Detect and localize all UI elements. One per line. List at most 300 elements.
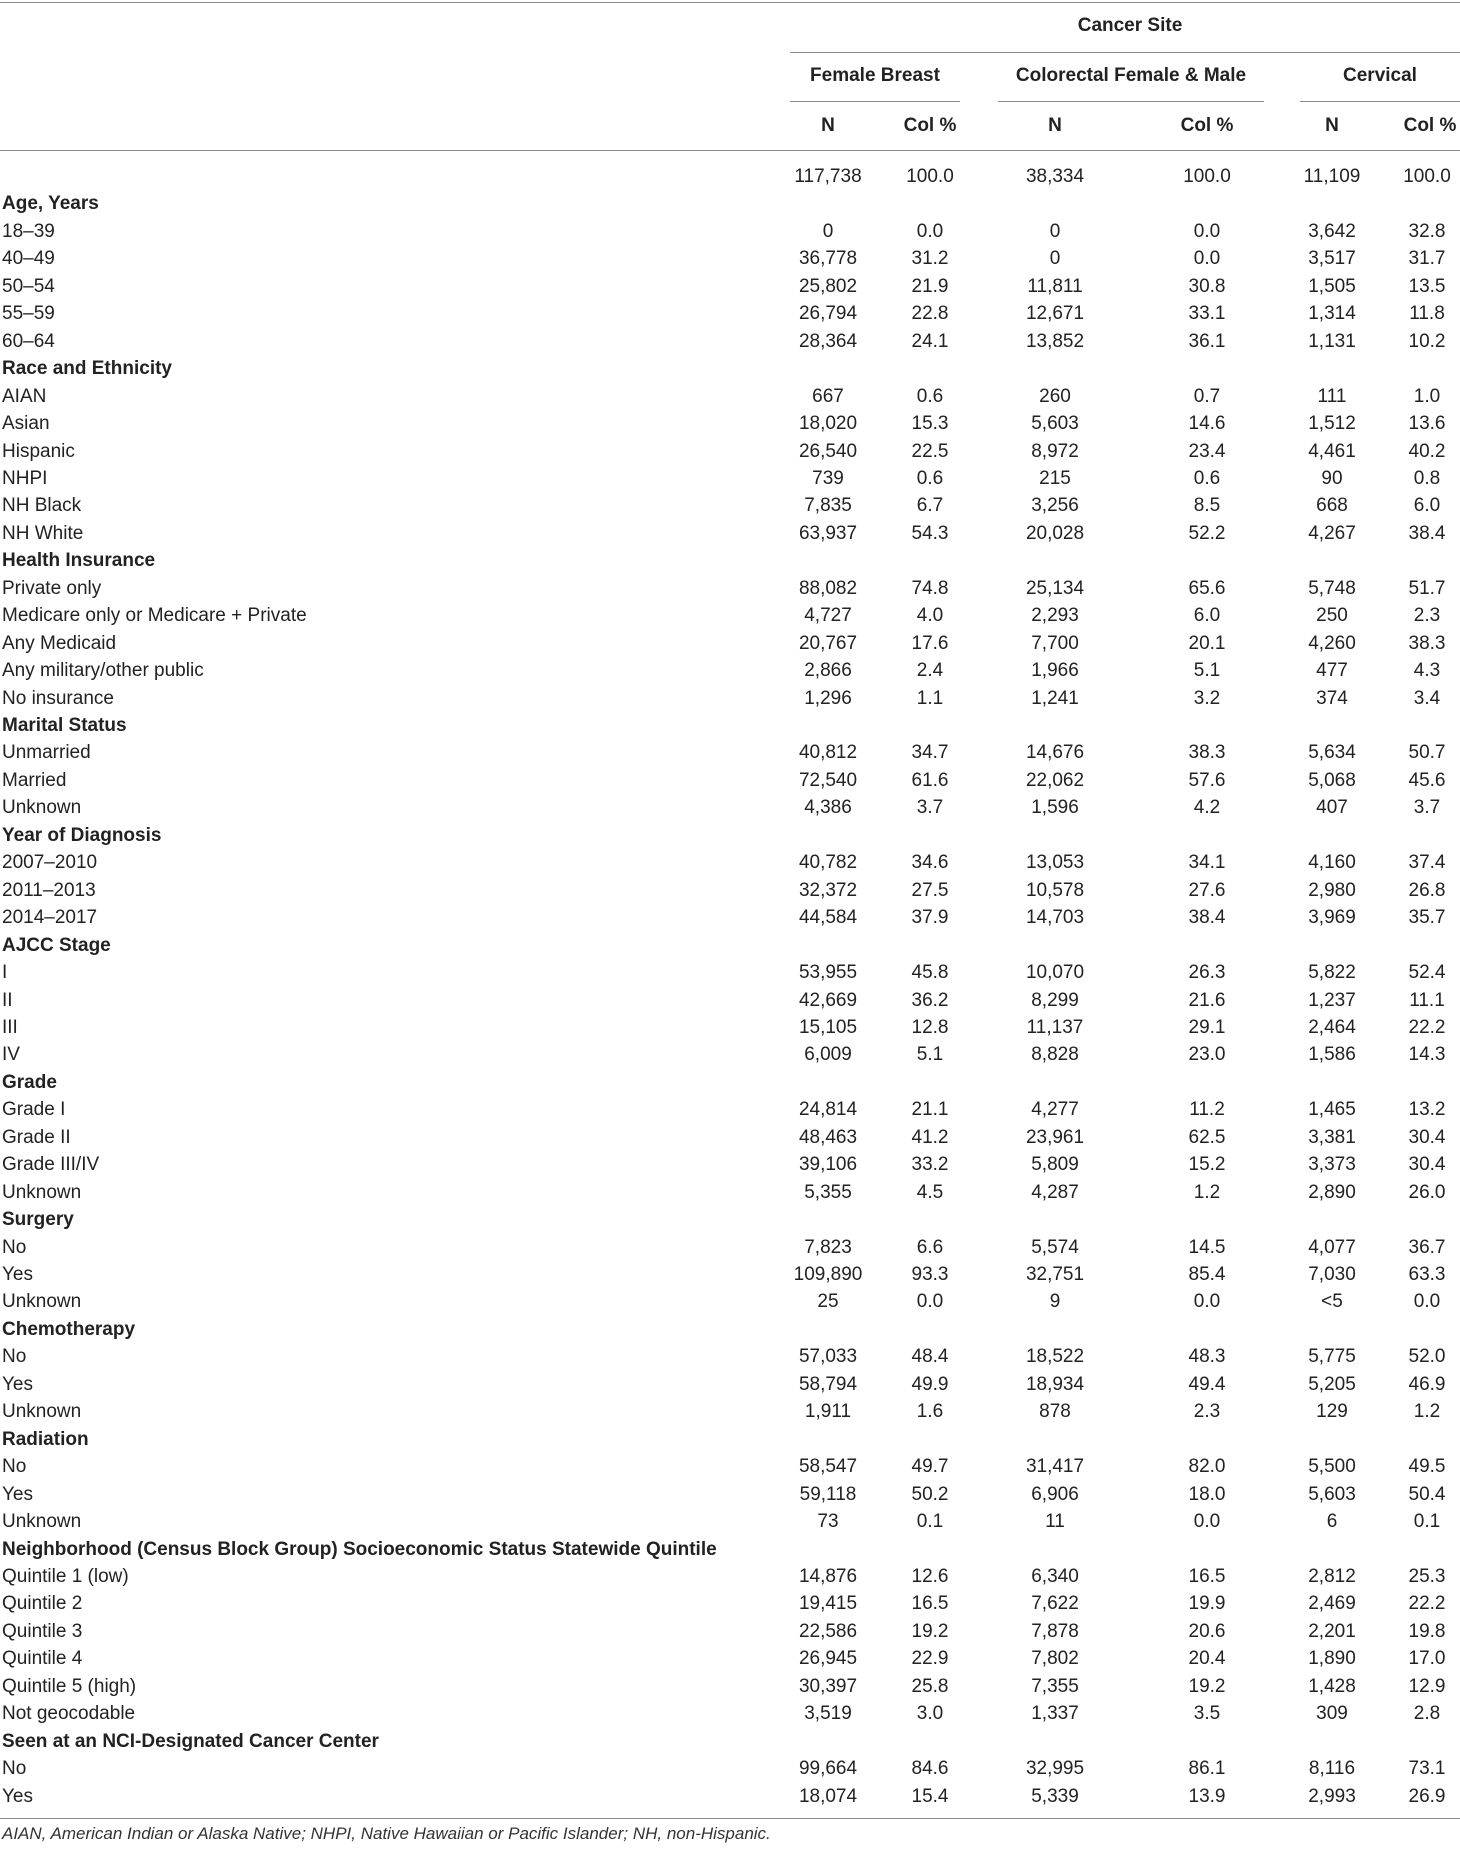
table-cell: 17.0 <box>1408 1648 1446 1670</box>
table-cell: 31.7 <box>1408 248 1446 270</box>
table-cell: 49.7 <box>911 1456 949 1478</box>
table-cell: 19,415 <box>798 1593 858 1615</box>
table-cell: 2,201 <box>1308 1620 1356 1642</box>
table-cell: 3.7 <box>1413 797 1441 819</box>
table-cell: 38.4 <box>1188 907 1226 929</box>
subcol-header-colorectal-n: N <box>1048 115 1062 136</box>
table-cell: 4,160 <box>1308 852 1356 874</box>
table-cell: 20,767 <box>798 632 858 654</box>
table-cell: 21.1 <box>911 1099 949 1121</box>
row-label: Asian <box>2 413 50 435</box>
section-header: Surgery <box>2 1209 74 1231</box>
table-cell: 3,517 <box>1308 248 1356 270</box>
table-cell: 86.1 <box>1188 1758 1226 1780</box>
table-cell: 31,417 <box>1025 1456 1085 1478</box>
section-header: Seen at an NCI-Designated Cancer Center <box>2 1730 379 1752</box>
table-cell: 0.0 <box>916 220 944 242</box>
row-label: Private only <box>2 577 102 599</box>
table-cell: 1,428 <box>1308 1675 1356 1697</box>
table-cell: 1,586 <box>1308 1044 1356 1066</box>
table-cell: 34.1 <box>1188 852 1226 874</box>
row-label: Grade III/IV <box>2 1154 100 1176</box>
row-label: 55–59 <box>2 303 55 325</box>
group-header-female-breast: Female Breast <box>810 65 940 86</box>
table-cell: 5,339 <box>1031 1785 1079 1807</box>
table-cell: 5,603 <box>1308 1483 1356 1505</box>
table-cell: 1,241 <box>1031 687 1079 709</box>
table-cell: 2,469 <box>1308 1593 1356 1615</box>
table-cell: 3,969 <box>1308 907 1356 929</box>
table-cell: 1,911 <box>804 1401 852 1423</box>
table-cell: 9 <box>1049 1291 1061 1313</box>
table-cell: 25,802 <box>798 275 858 297</box>
row-label: Hispanic <box>2 440 75 462</box>
table-cell: 100.0 <box>906 166 954 187</box>
table-cell: 1,314 <box>1308 303 1356 325</box>
table-cell: 57,033 <box>798 1346 858 1368</box>
row-label: 18–39 <box>2 220 55 242</box>
table-cell: 19.2 <box>911 1620 949 1642</box>
table-cell: 13.9 <box>1188 1785 1226 1807</box>
table-cell: 49.5 <box>1408 1456 1446 1478</box>
table-cell: 24,814 <box>798 1099 858 1121</box>
row-label: 2011–2013 <box>2 879 96 901</box>
table-cell: 48.3 <box>1188 1346 1226 1368</box>
table-cell: 1,966 <box>1031 660 1079 682</box>
group-underline-cervical <box>1300 101 1460 102</box>
table-cell: 8,828 <box>1031 1044 1079 1066</box>
row-label: 2007–2010 <box>2 852 98 874</box>
table-cell: 85.4 <box>1188 1264 1226 1285</box>
table-cell: 31.2 <box>911 248 949 270</box>
table-cell: 3,256 <box>1031 495 1079 517</box>
table-cell: 4,277 <box>1031 1099 1079 1121</box>
table-cell: 8,972 <box>1031 440 1079 462</box>
table-cell: 0.0 <box>916 1291 944 1313</box>
table-cell: 3,373 <box>1308 1154 1356 1176</box>
table-cell: 100.0 <box>1403 166 1451 187</box>
section-header: Neighborhood (Census Block Group) Socioeconomic Status Statewide Quintile <box>2 1538 717 1560</box>
table-cell: 20,028 <box>1025 522 1085 544</box>
row-label: Quintile 5 (high) <box>2 1675 137 1697</box>
table-cell: <5 <box>1321 1291 1343 1313</box>
section-header: Marital Status <box>2 715 127 736</box>
table-cell: 6.0 <box>1193 605 1221 627</box>
table-cell: 30,397 <box>798 1675 858 1697</box>
row-label: Unknown <box>2 1291 82 1313</box>
table-cell: 22.5 <box>911 440 949 462</box>
table-cell: 2.3 <box>1193 1401 1221 1423</box>
table-cell: 14,876 <box>798 1565 858 1587</box>
table-cell: 5,068 <box>1308 769 1356 791</box>
table-cell: 21.9 <box>911 275 949 297</box>
section-header: Race and Ethnicity <box>2 358 172 380</box>
table-cell: 4,267 <box>1308 522 1356 544</box>
table-cell: 2,866 <box>804 660 852 682</box>
table-cell: 26.3 <box>1188 962 1226 984</box>
row-label: Unknown <box>2 1181 82 1203</box>
row-label: No insurance <box>2 687 114 709</box>
table-cell: 3.5 <box>1193 1703 1221 1725</box>
table-cell: 18,020 <box>798 413 858 435</box>
row-label: III <box>2 1016 18 1038</box>
table-cell: 5,634 <box>1308 742 1356 764</box>
table-cell: 4,077 <box>1308 1236 1356 1258</box>
table-cell: 14.6 <box>1188 413 1226 435</box>
top-rule <box>0 2 1460 3</box>
table-cell: 1.2 <box>1413 1401 1441 1423</box>
row-label: No <box>2 1758 27 1780</box>
table-cell: 12.6 <box>911 1565 949 1587</box>
table-cell: 5,748 <box>1308 577 1356 599</box>
table-cell: 26,794 <box>798 303 858 325</box>
table-cell: 11.1 <box>1409 989 1445 1011</box>
table-cell: 8.5 <box>1193 495 1221 517</box>
table-cell: 13,852 <box>1025 330 1085 352</box>
row-label: Grade I <box>2 1099 66 1121</box>
table-cell: 5,822 <box>1308 962 1356 984</box>
table-cell: 38.3 <box>1188 742 1226 764</box>
subcol-header-cervical-n: N <box>1325 115 1339 136</box>
table-cell: 1.1 <box>916 687 944 709</box>
table-cell: 50.2 <box>911 1483 949 1505</box>
row-label: 40–49 <box>2 248 55 270</box>
table-cell: 7,622 <box>1031 1593 1079 1615</box>
table-cell: 38.3 <box>1408 632 1446 654</box>
subcol-header-breast-n: N <box>821 115 835 136</box>
table-cell: 22,586 <box>798 1620 858 1642</box>
table-cell: 26,945 <box>798 1648 858 1670</box>
table-cell: 72,540 <box>798 769 858 791</box>
table-cell: 26.0 <box>1408 1181 1446 1203</box>
table-cell: 24.1 <box>911 330 949 352</box>
table-cell: 28,364 <box>798 330 858 352</box>
table-cell: 14,703 <box>1025 907 1085 929</box>
row-label: Married <box>2 769 67 791</box>
table-cell: 19.9 <box>1188 1593 1226 1615</box>
table-cell: 20.4 <box>1188 1648 1226 1670</box>
table-cell: 4.2 <box>1193 797 1221 819</box>
table-cell: 4,461 <box>1308 440 1356 462</box>
cancer-site-header: Cancer Site <box>1077 15 1183 36</box>
table-cell: 5.1 <box>916 1044 944 1066</box>
table-cell: 5,574 <box>1031 1236 1079 1258</box>
table-cell: 2.8 <box>1413 1703 1441 1725</box>
row-label: IV <box>2 1044 20 1066</box>
section-header: Radiation <box>2 1428 89 1450</box>
row-label: NH White <box>2 522 84 544</box>
table-cell: 3,642 <box>1308 220 1356 242</box>
table-cell: 6,340 <box>1031 1565 1079 1587</box>
table-cell: 41.2 <box>911 1126 949 1148</box>
subcol-header-colorectal-pct: Col % <box>1180 115 1234 136</box>
table-cell: 34.7 <box>911 742 949 764</box>
table-cell: 0.6 <box>916 467 944 489</box>
table-cell: 57.6 <box>1188 769 1226 791</box>
table-cell: 0.6 <box>1193 467 1221 489</box>
table-cell: 30.4 <box>1408 1126 1446 1148</box>
table-cell: 7,878 <box>1031 1620 1079 1642</box>
row-label: Unknown <box>2 1401 82 1423</box>
table-cell: 32,995 <box>1025 1758 1085 1780</box>
table-cell: 30.4 <box>1408 1154 1446 1176</box>
header-bottom-rule <box>0 150 1460 151</box>
table-cell: 11,137 <box>1026 1016 1084 1038</box>
table-cell: 2,890 <box>1308 1181 1356 1203</box>
table-cell: 4,260 <box>1308 632 1356 654</box>
table-cell: 88,082 <box>798 577 858 599</box>
table-cell: 7,835 <box>804 495 852 517</box>
table-cell: 4,386 <box>804 797 852 819</box>
table-cell: 0.0 <box>1193 1291 1221 1313</box>
table-cell: 99,664 <box>798 1758 858 1780</box>
table-cell: 33.1 <box>1188 303 1226 325</box>
table-cell: 52.2 <box>1188 522 1226 544</box>
row-label: AIAN <box>2 385 47 407</box>
table-cell: 2,293 <box>1031 605 1079 627</box>
subcol-header-cervical-pct: Col % <box>1403 115 1457 136</box>
table-cell: 8,116 <box>1308 1758 1356 1780</box>
row-label: 50–54 <box>2 275 55 297</box>
table-cell: 15,105 <box>798 1016 858 1038</box>
table-cell: 0.0 <box>1193 1511 1221 1533</box>
table-cell: 63.3 <box>1408 1264 1446 1285</box>
table-cell: 63,937 <box>798 522 858 544</box>
table-cell: 19.8 <box>1408 1620 1446 1642</box>
table-cell: 73 <box>817 1511 839 1533</box>
table-cell: 1,512 <box>1308 413 1356 435</box>
table-cell: 477 <box>1316 660 1348 682</box>
table-cell: 100.0 <box>1183 166 1231 187</box>
table-cell: 62.5 <box>1188 1126 1226 1148</box>
table-cell: 4.5 <box>916 1181 944 1203</box>
table-cell: 5,809 <box>1031 1154 1079 1176</box>
table-cell: 20.6 <box>1188 1620 1226 1642</box>
table-cell: 36,778 <box>798 248 858 270</box>
table-cell: 22.2 <box>1408 1016 1446 1038</box>
table-cell: 50.7 <box>1408 742 1446 764</box>
table-cell: 3.2 <box>1193 687 1221 709</box>
table-cell: 36.7 <box>1408 1236 1446 1258</box>
table-cell: 58,794 <box>798 1373 858 1395</box>
table-cell: 52.4 <box>1408 962 1446 984</box>
table-cell: 25.8 <box>911 1675 949 1697</box>
table-cell: 22.8 <box>911 303 949 325</box>
table-cell: 14.3 <box>1408 1044 1446 1066</box>
table-cell: 23.4 <box>1188 440 1226 462</box>
table-cell: 58,547 <box>798 1456 858 1478</box>
table-cell: 16.5 <box>1188 1565 1226 1587</box>
row-label: Any Medicaid <box>2 632 117 654</box>
table-cell: 12.8 <box>911 1016 949 1038</box>
table-cell: 6 <box>1326 1511 1338 1533</box>
table-cell: 40,812 <box>798 742 858 764</box>
section-header: Age, Years <box>2 193 99 215</box>
subcol-header-breast-pct: Col % <box>903 115 957 136</box>
row-label: No <box>2 1456 27 1478</box>
table-cell: 27.6 <box>1188 879 1226 901</box>
row-label: I <box>2 962 8 984</box>
table-cell: 35.7 <box>1408 907 1446 929</box>
table-cell: 84.6 <box>911 1758 949 1780</box>
table-cell: 2.3 <box>1413 605 1441 627</box>
table-cell: 11.2 <box>1189 1099 1225 1121</box>
table-cell: 1,237 <box>1308 989 1356 1011</box>
table-cell: 54.3 <box>911 522 949 544</box>
group-header-cervical: Cervical <box>1343 65 1417 86</box>
table-cell: 4,287 <box>1031 1181 1079 1203</box>
table-cell: 3.7 <box>916 797 944 819</box>
table-cell: 61.6 <box>911 769 949 791</box>
table-cell: 82.0 <box>1188 1456 1226 1478</box>
table-cell: 309 <box>1316 1703 1348 1725</box>
table-cell: 49.9 <box>911 1373 949 1395</box>
table-cell: 51.7 <box>1408 577 1446 599</box>
table-cell: 1.6 <box>916 1401 944 1423</box>
section-header: Grade <box>2 1071 57 1093</box>
table-cell: 18,074 <box>798 1785 858 1807</box>
table-cell: 3,519 <box>804 1703 852 1725</box>
table-cell: 11,109 <box>1303 166 1361 187</box>
table-cell: 14,676 <box>1025 742 1085 764</box>
table-cell: 6,906 <box>1031 1483 1079 1505</box>
table-cell: 16.5 <box>911 1593 949 1615</box>
table-cell: 1.0 <box>1413 385 1441 407</box>
table-cell: 45.6 <box>1408 769 1446 791</box>
table-cell: 13.2 <box>1408 1099 1446 1121</box>
group-underline-breast <box>790 101 960 102</box>
table-cell: 14.5 <box>1188 1236 1226 1258</box>
row-label: Unknown <box>2 797 82 819</box>
table-cell: 48.4 <box>911 1346 949 1368</box>
table-cell: 26.9 <box>1408 1785 1446 1807</box>
table-cell: 1.2 <box>1193 1181 1221 1203</box>
table-cell: 27.5 <box>911 879 949 901</box>
table-cell: 20.1 <box>1188 632 1226 654</box>
table-cell: 22,062 <box>1025 769 1085 791</box>
table-cell: 111 <box>1317 385 1347 407</box>
table-cell: 90 <box>1321 467 1343 489</box>
table-cell: 2.4 <box>916 660 944 682</box>
table-cell: 38,334 <box>1025 166 1085 187</box>
table-cell: 2,812 <box>1308 1565 1356 1587</box>
table-cell: 15.4 <box>911 1785 949 1807</box>
table-cell: 21.6 <box>1188 989 1226 1011</box>
table-cell: 1,337 <box>1031 1703 1079 1725</box>
table-cell: 18,522 <box>1025 1346 1085 1368</box>
row-label: Quintile 4 <box>2 1648 83 1670</box>
table-cell: 1,465 <box>1308 1099 1356 1121</box>
table-cell: 32.8 <box>1408 220 1446 242</box>
table-cell: 12.9 <box>1408 1675 1446 1697</box>
table-cell: 38.4 <box>1408 522 1446 544</box>
table-cell: 48,463 <box>798 1126 858 1148</box>
table-cell: 39,106 <box>798 1154 858 1176</box>
group-underline-colorectal <box>998 101 1264 102</box>
table-cell: 2,980 <box>1308 879 1356 901</box>
table-cell: 0.1 <box>1413 1511 1441 1533</box>
table-cell: 49.4 <box>1188 1373 1226 1395</box>
table-cell: 25 <box>817 1291 839 1313</box>
table-cell: 23.0 <box>1188 1044 1226 1066</box>
table-cell: 1,890 <box>1308 1648 1356 1670</box>
table-cell: 10,578 <box>1025 879 1085 901</box>
table-cell: 40,782 <box>798 852 858 874</box>
table-cell: 0.0 <box>1413 1291 1441 1313</box>
table-cell: 5,205 <box>1308 1373 1356 1395</box>
table-cell: 0.8 <box>1413 467 1441 489</box>
row-label: Yes <box>2 1264 33 1285</box>
table-cell: 3.0 <box>916 1703 944 1725</box>
table-cell: 53,955 <box>798 962 858 984</box>
table-cell: 667 <box>812 385 844 407</box>
table-cell: 73.1 <box>1408 1758 1446 1780</box>
row-label: Medicare only or Medicare + Private <box>2 605 307 627</box>
table-cell: 4.0 <box>916 605 944 627</box>
table-cell: 93.3 <box>911 1264 949 1285</box>
group-header-colorectal: Colorectal Female & Male <box>1015 65 1247 86</box>
table-cell: 40.2 <box>1408 440 1446 462</box>
row-label: Any military/other public <box>2 660 204 682</box>
table-cell: 50.4 <box>1408 1483 1446 1505</box>
cancer-site-underline <box>790 52 1460 53</box>
table-cell: 3.4 <box>1413 687 1441 709</box>
table-cell: 18.0 <box>1188 1483 1226 1505</box>
table-cell: 0.0 <box>1193 248 1221 270</box>
table-bottom-rule <box>0 1818 1460 1819</box>
row-label: Yes <box>2 1373 33 1395</box>
table-cell: 36.2 <box>911 989 949 1011</box>
table-cell: 37.4 <box>1408 852 1446 874</box>
table-cell: 6.7 <box>916 495 944 517</box>
table-cell: 7,030 <box>1308 1264 1356 1285</box>
row-label: 2014–2017 <box>2 907 98 929</box>
table-cell: 215 <box>1039 467 1071 489</box>
table-cell: 7,823 <box>804 1236 852 1258</box>
table-cell: 5,603 <box>1031 413 1079 435</box>
row-label: Quintile 3 <box>2 1620 83 1642</box>
table-cell: 5.1 <box>1193 660 1221 682</box>
table-cell: 5,500 <box>1308 1456 1356 1478</box>
section-header: AJCC Stage <box>2 934 111 956</box>
row-label: Yes <box>2 1785 33 1807</box>
table-cell: 13,053 <box>1025 852 1085 874</box>
table-cell: 4.3 <box>1413 660 1441 682</box>
row-label: 60–64 <box>2 330 55 352</box>
table-cell: 29.1 <box>1188 1016 1226 1038</box>
table-cell: 25.3 <box>1408 1565 1446 1587</box>
table-cell: 74.8 <box>911 577 949 599</box>
table-cell: 42,669 <box>798 989 858 1011</box>
table-cell: 8,299 <box>1031 989 1079 1011</box>
table-cell: 2,993 <box>1308 1785 1356 1807</box>
table-cell: 45.8 <box>911 962 949 984</box>
table-cell: 0 <box>1049 248 1061 270</box>
table-cell: 7,355 <box>1031 1675 1079 1697</box>
table-cell: 0.1 <box>916 1511 944 1533</box>
row-label: NH Black <box>2 495 82 517</box>
row-label: No <box>2 1236 27 1258</box>
table-cell: 1,296 <box>804 687 852 709</box>
row-label: Yes <box>2 1483 33 1505</box>
table-cell: 12,671 <box>1025 303 1085 325</box>
table-cell: 3,381 <box>1308 1126 1356 1148</box>
table-cell: 0.6 <box>916 385 944 407</box>
row-label: No <box>2 1346 27 1368</box>
table-cell: 34.6 <box>911 852 949 874</box>
table-cell: 17.6 <box>911 632 949 654</box>
table-cell: 32,751 <box>1025 1264 1085 1285</box>
